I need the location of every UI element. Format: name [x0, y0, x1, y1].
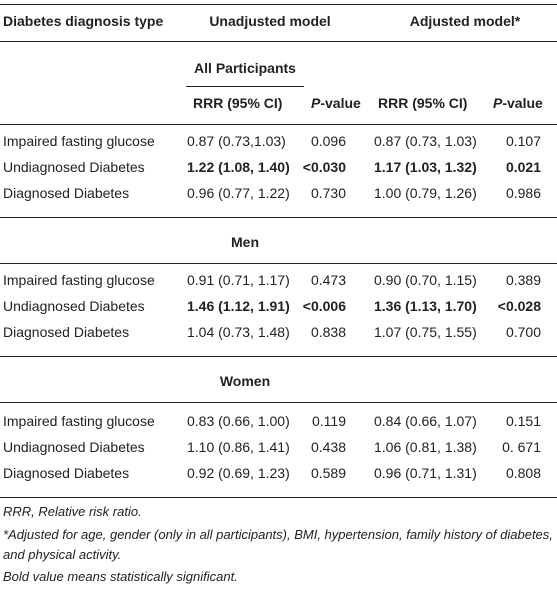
adjusted-rrr: 1.00 (0.79, 1.26)	[374, 185, 477, 201]
unadjusted-rrr: 1.46 (1.12, 1.91)	[187, 298, 290, 314]
unadjusted-rrr: 0.87 (0.73,1.03)	[187, 133, 286, 149]
adjusted-p-value: <0.028	[497, 298, 541, 314]
col-header-unadjusted: Unadjusted model	[209, 13, 331, 29]
row-label: Undiagnosed Diabetes	[3, 439, 145, 455]
unadjusted-rrr: 0.92 (0.69, 1.23)	[187, 465, 290, 481]
row-label: Undiagnosed Diabetes	[3, 298, 145, 314]
footnote-rrr: RRR, Relative risk ratio.	[3, 504, 142, 519]
section-rule	[0, 402, 557, 403]
section-underline	[186, 86, 304, 87]
section-title-all: All Participants	[194, 60, 296, 76]
section-title-women: Women	[219, 373, 271, 389]
p-header-unadjusted: P-value	[311, 95, 361, 111]
footnote-adjusted: *Adjusted for age, gender (only in all participants), BMI, hypertension, family history of diabetes, and physical activity.	[3, 527, 553, 562]
unadjusted-p-value: 0.438	[310, 439, 346, 455]
adjusted-rrr: 1.06 (0.81, 1.38)	[374, 439, 477, 455]
rrr-header-unadjusted: RRR (95% CI)	[193, 95, 283, 111]
adjusted-p-value: 0.389	[505, 272, 541, 288]
adjusted-p-value: 0.021	[505, 159, 541, 175]
unadjusted-p-value: 0.473	[310, 272, 346, 288]
row-label: Impaired fasting glucose	[3, 133, 155, 149]
row-label: Impaired fasting glucose	[3, 413, 155, 429]
unadjusted-p-value: <0.006	[302, 298, 346, 314]
p-header-adjusted: P-value	[493, 95, 543, 111]
col-header-type: Diabetes diagnosis type	[3, 13, 164, 29]
row-label: Diagnosed Diabetes	[3, 185, 130, 201]
unadjusted-rrr: 1.22 (1.08, 1.40)	[187, 159, 290, 175]
adjusted-p-value: 0.107	[505, 133, 541, 149]
adjusted-rrr: 0.96 (0.71, 1.31)	[374, 465, 477, 481]
unadjusted-p-value: 0.096	[310, 133, 346, 149]
adjusted-p-value: 0.700	[505, 324, 541, 340]
section-title-men: Men	[231, 234, 259, 250]
unadjusted-p-value: <0.030	[302, 159, 346, 175]
adjusted-p-value: 0.808	[505, 465, 541, 481]
unadjusted-rrr: 1.10 (0.86, 1.41)	[187, 439, 290, 455]
adjusted-p-value: 0.151	[505, 413, 541, 429]
row-label: Diagnosed Diabetes	[3, 324, 130, 340]
section-rule	[0, 356, 557, 357]
header-rule	[0, 41, 557, 42]
unadjusted-rrr: 0.83 (0.66, 1.00)	[187, 413, 290, 429]
unadjusted-rrr: 0.96 (0.77, 1.22)	[187, 185, 290, 201]
row-label: Impaired fasting glucose	[3, 272, 155, 288]
row-label: Diagnosed Diabetes	[3, 465, 130, 481]
section-rule	[0, 263, 557, 264]
rrr-header-adjusted: RRR (95% CI)	[378, 95, 468, 111]
bottom-rule	[0, 497, 557, 498]
adjusted-rrr: 1.07 (0.75, 1.55)	[374, 324, 477, 340]
adjusted-rrr: 0.90 (0.70, 1.15)	[374, 272, 477, 288]
unadjusted-p-value: 0.730	[310, 185, 346, 201]
adjusted-p-value: 0. 671	[502, 439, 541, 455]
adjusted-rrr: 1.17 (1.03, 1.32)	[374, 159, 477, 175]
adjusted-rrr: 0.87 (0.73, 1.03)	[374, 133, 477, 149]
row-label: Undiagnosed Diabetes	[3, 159, 145, 175]
unadjusted-rrr: 0.91 (0.71, 1.17)	[187, 272, 290, 288]
col-header-adjusted: Adjusted model*	[409, 13, 521, 29]
adjusted-rrr: 1.36 (1.13, 1.70)	[374, 298, 477, 314]
unadjusted-rrr: 1.04 (0.73, 1.48)	[187, 324, 290, 340]
top-rule	[0, 4, 557, 5]
unadjusted-p-value: 0.589	[310, 465, 346, 481]
adjusted-rrr: 0.84 (0.66, 1.07)	[374, 413, 477, 429]
section-rule	[0, 217, 557, 218]
unadjusted-p-value: 0.838	[310, 324, 346, 340]
adjusted-p-value: 0.986	[505, 185, 541, 201]
footnote-bold: Bold value means statistically significant.	[3, 569, 238, 584]
unadjusted-p-value: 0.119	[312, 413, 346, 429]
subheader-rule	[0, 124, 557, 125]
